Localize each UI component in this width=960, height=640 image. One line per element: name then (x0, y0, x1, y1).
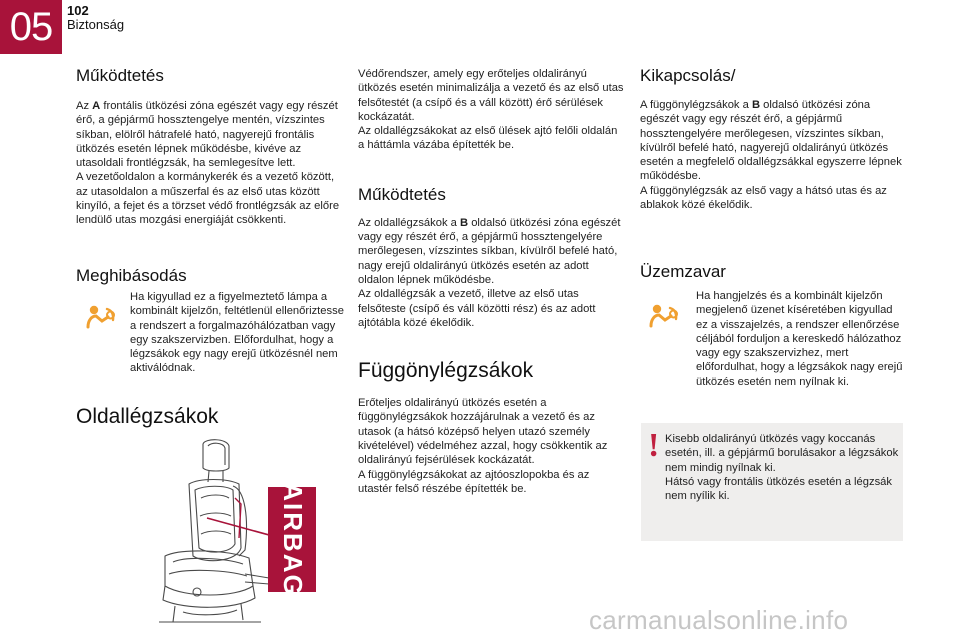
heading-uzemzavar: Üzemzavar (640, 262, 726, 282)
warning-block-1 (130, 290, 345, 376)
heading-kikapcsolas: Kikapcsolás/ (640, 66, 736, 85)
heading-fuggonylegzsakok: Függönylégzsákok (358, 359, 534, 383)
notice-paragraph: Kisebb oldalirányú ütközés vagy koccanás esetén, ill. a gépjármű borulásakor a légzsákok nem mindig nyílnak ki. (665, 433, 899, 474)
text: A függönylégzsákok a (640, 99, 752, 111)
warning-text: Ha kigyullad ez a figyelmeztető lámpa a kombinált kijelzőn, feltétlenül ellenőriztesse a rendszert a forgalmazóhálózatban vagy egy szakszervizben. Előfordulhat, hogy a légzsákok egy nagy erejű ütközésnél nem aktiválódnak. (130, 291, 344, 375)
paragraph: Erőteljes oldalirányú ütközés esetén a függönylégzsákok hozzájárulnak a vezető és az utasok (a hátsó középső helyen utazó személy kivételével) védelméhez azzal, hogy csökkentik az oldalirányú fejsérülések kockázatát. (358, 397, 608, 467)
text: frontális ütközési zóna egészét vagy egy részét érő, a gépjármű hossztengelye mentén, vízszintes síkban, elölről hátrafelé ható, nagyerejű frontális ütközés esetén lépnek működésbe, kivéve az utasoldali frontlégzsák, ha semlegesítve lett. (76, 100, 338, 170)
paragraph: Védőrendszer, amely egy erőteljes oldalirányú ütközés esetén minimalizálja a vezető és az első utas felsőtestét (a csípő és a váll között) érő sérülések kockázatát. (358, 68, 624, 123)
heading-oldallegzsakok: Oldallégzsákok (76, 405, 219, 428)
page-number: 102 (67, 3, 89, 18)
column-2 (358, 67, 624, 496)
text: Az (76, 100, 93, 112)
section-title: Biztonság (67, 17, 125, 32)
paragraph: A függönylégzsákokat az ajtóoszlopokba és az utastér felső részébe építették be. (358, 468, 590, 495)
watermark: carmanualsonline.info (589, 605, 849, 635)
paragraph (358, 216, 624, 287)
text: oldalsó ütközési zóna egészét vagy egy részét érő, a gépjármű hossztengelyére merőlegesen, vízszintes síkban, kívülről befelé ható, nagyerejű oldalirányú ütközés esetén a megfelelő oldallégzsákkal egyszerre lépnek működésbe. (640, 99, 902, 183)
notice-paragraph: Hátsó vagy frontális ütközés esetén a légzsák nem nyílik ki. (665, 475, 892, 503)
heading-meghibasodas: Meghibásodás (76, 265, 187, 285)
paragraph: A vezetőoldalon a kormánykerék és a vezető között, az utasoldalon a műszerfal és az első utas között kinyíló, a fejet és a törzset védő frontlégzsák az előre lendülő utas mozgási energiáját csökkenti. (76, 171, 340, 227)
text: Az oldallégzsákok a (358, 216, 460, 229)
heading-mukodes: Működtetés (76, 66, 164, 85)
heading-block (76, 405, 342, 429)
notice-box (641, 423, 903, 541)
paragraph: Az oldallégzsák a vezető, illetve az első utas felsőteste (csípő és váll közötti rész) és az adott ajtótábla közé ékelődik. (358, 288, 596, 329)
column-1 (76, 66, 342, 286)
paragraph: A függönylégzsák az első vagy a hátsó utas és az ablakok közé ékelődik. (640, 184, 887, 212)
text: oldalsó ütközési zóna egészét vagy egy részét érő, a gépjármű hossztengelyére merőlegesen, vízszintes síkban, kívülről befelé ható, nagy erejű oldalirányú ütközés esetén az adott oldalon lépnek működésbe. (358, 216, 621, 286)
airbag-warning-icon (646, 300, 682, 328)
zone-letter: B (751, 99, 761, 111)
heading-mukodes-2: Működtetés (358, 184, 446, 204)
chapter-number: 05 (9, 5, 53, 49)
airbag-label (268, 482, 316, 597)
column-3 (640, 66, 902, 282)
seat-illustration (145, 438, 280, 630)
exclamation-icon: ! (648, 427, 660, 464)
paragraph (640, 98, 902, 184)
paragraph (76, 99, 342, 170)
airbag-label-text: AIRBAG (277, 482, 308, 597)
warning-block-3 (696, 289, 904, 389)
notice-text (665, 432, 901, 503)
zone-letter: B (460, 216, 469, 229)
zone-letter: A (92, 100, 101, 112)
airbag-warning-icon (83, 301, 119, 329)
paragraph: Az oldallégzsákokat az első ülések ajtó felőli oldalán a háttámla vázába építették be. (358, 125, 618, 152)
warning-text: Ha hangjelzés és a kombinált kijelzőn megjelenő üzenet kíséretében kigyullad ez a visszajelzés, a rendszer ellenőrzése céljából forduljon a kereskedő hálózathoz vagy egy szakszervizhez, mert előfordulhat, hogy a légzsákok nagy erejű ütközés esetén nem nyílnak ki. (696, 290, 903, 388)
